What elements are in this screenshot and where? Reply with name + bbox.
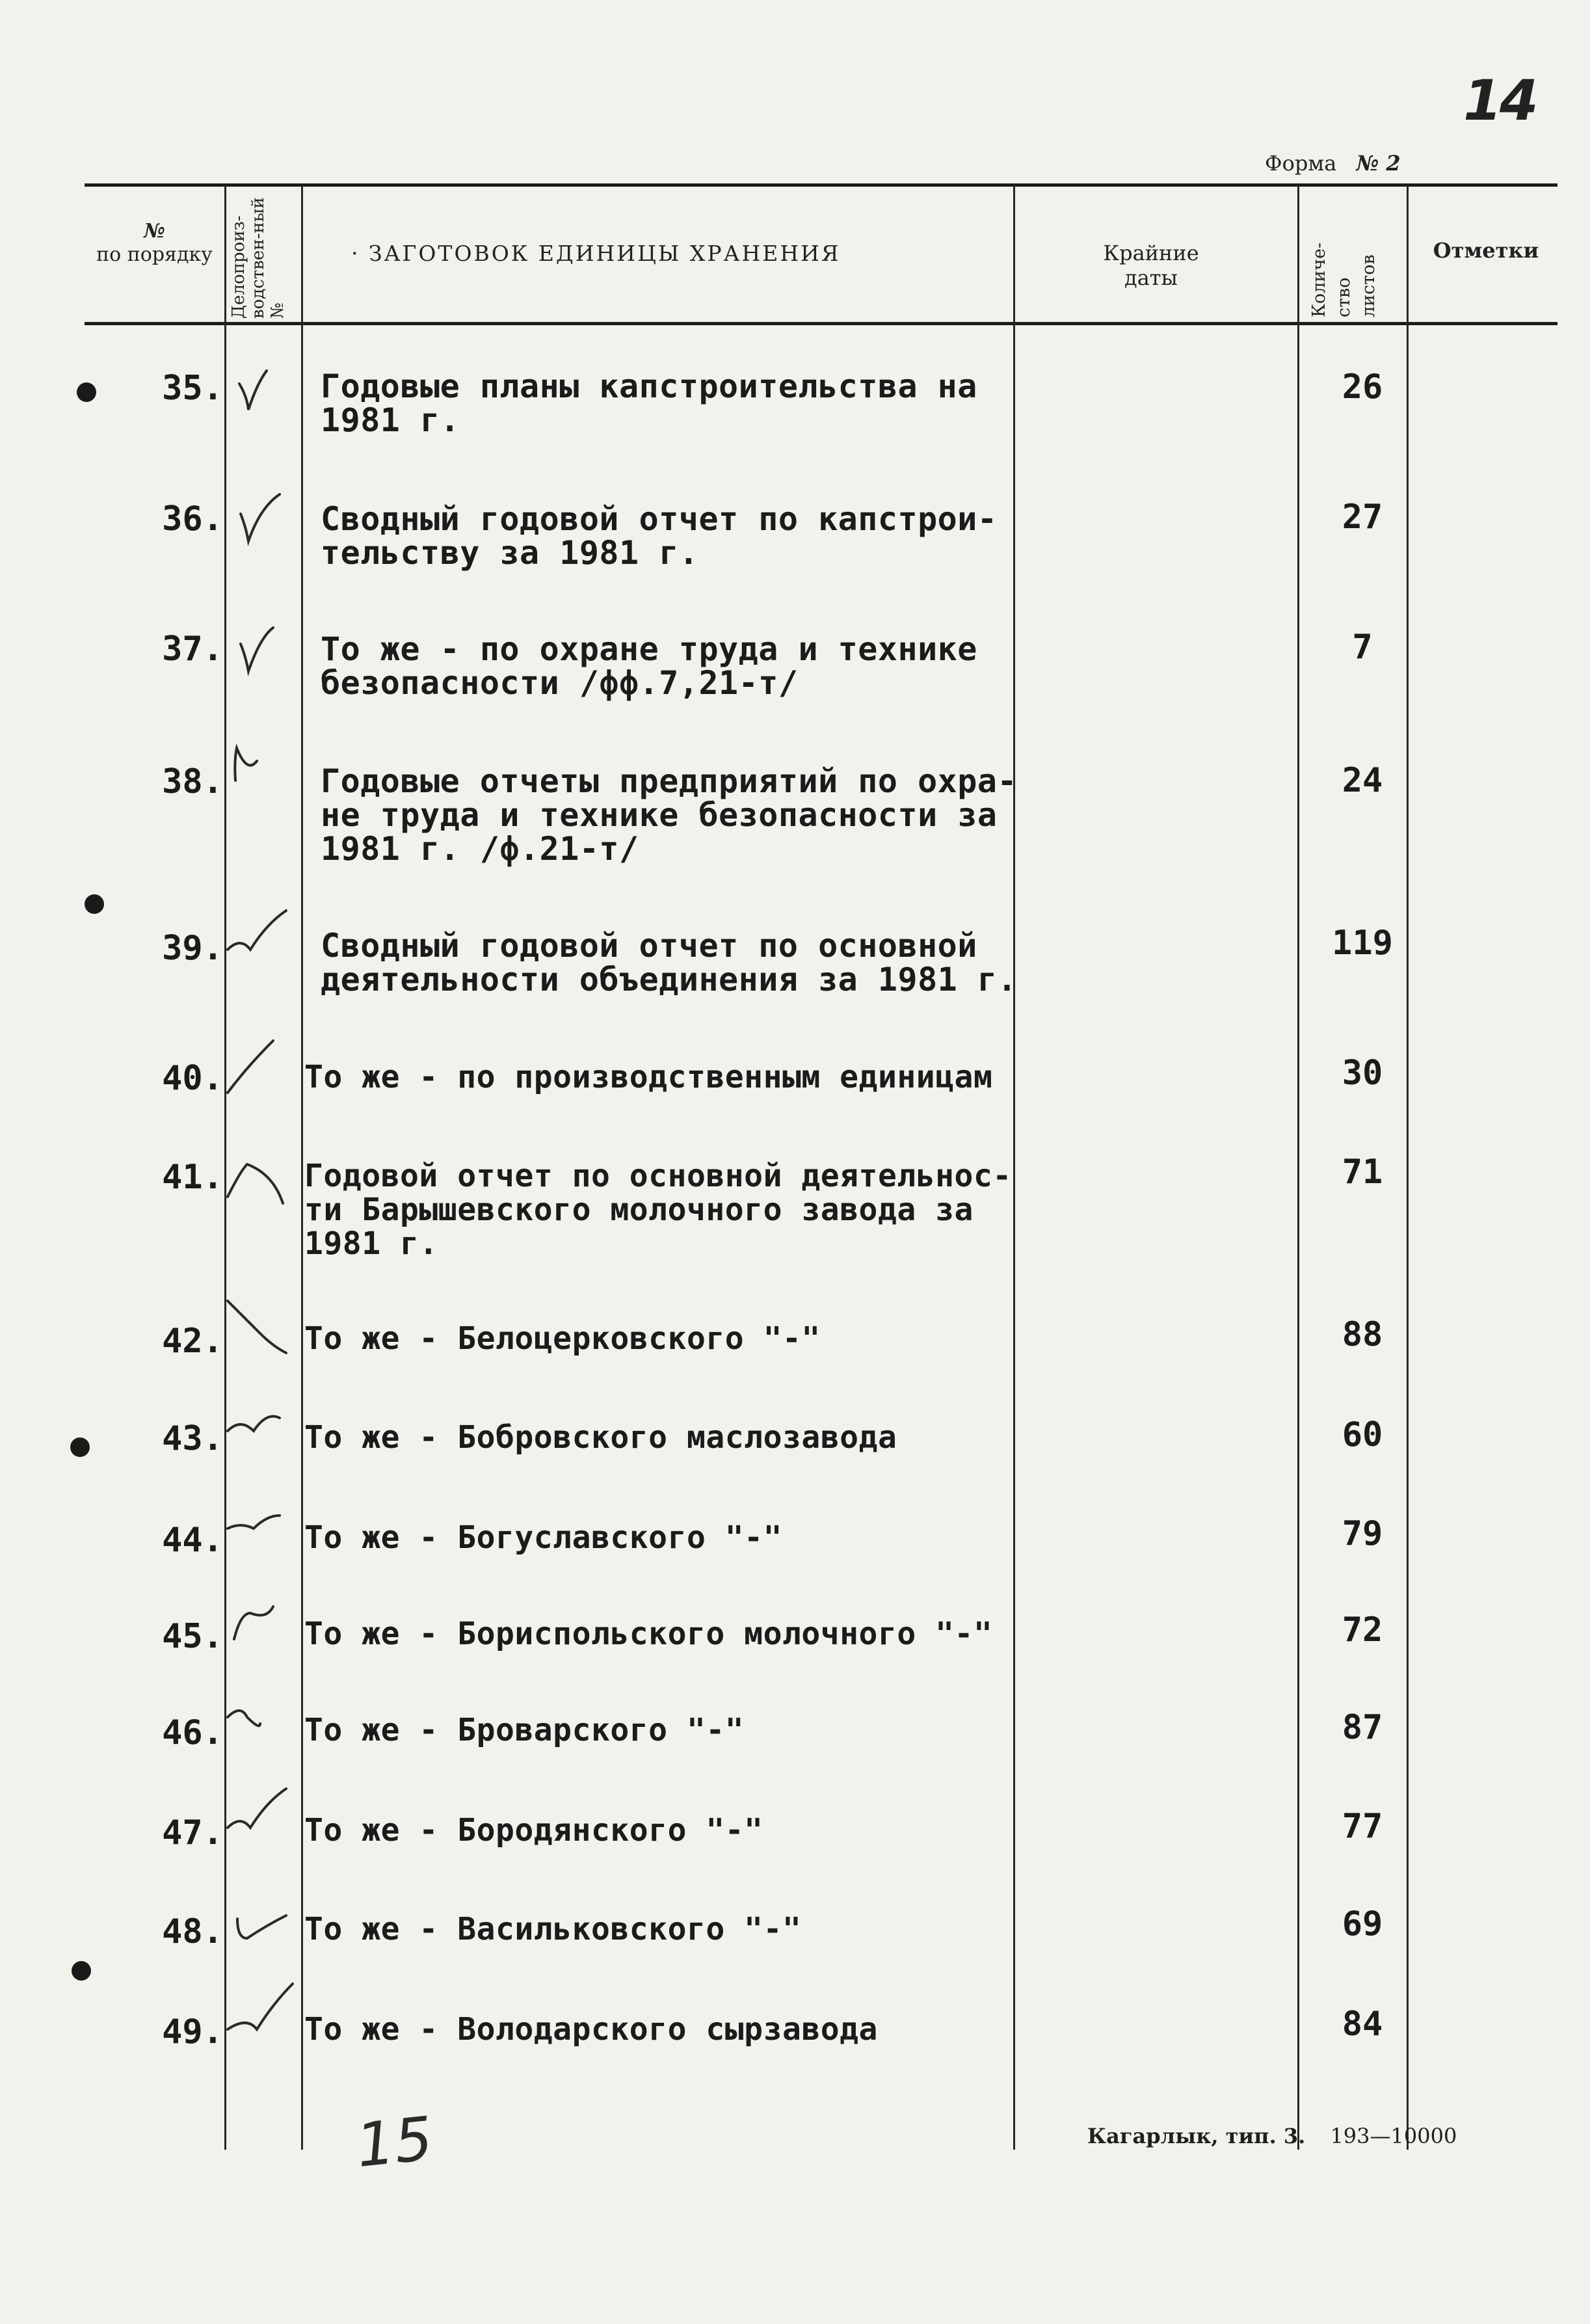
row-number: 37. [162, 630, 223, 669]
handwritten-note: 15 [352, 2104, 436, 2181]
row-number: 44. [162, 1521, 223, 1560]
column-divider-dates [1297, 185, 1299, 2150]
row-title: То же - Васильковского "-" [304, 1911, 802, 1947]
check-mark-icon [235, 748, 257, 781]
checkmarks [221, 364, 325, 2120]
check-mark-icon [228, 1301, 286, 1353]
row-title: Годовой отчет по основной деятельнос- ти Барышевского молочного завода за 1981 г. [304, 1158, 1012, 1262]
row-count: 119 [1332, 924, 1393, 963]
row-count: 88 [1342, 1315, 1383, 1354]
row-number: 48. [162, 1912, 223, 1951]
punch-hole-dot [70, 1437, 90, 1457]
column-divider-title [1013, 185, 1015, 2150]
row-number: 49. [162, 2012, 223, 2051]
row-number: 43. [162, 1419, 223, 1458]
row-count: 24 [1342, 761, 1383, 800]
check-mark-icon [228, 1711, 260, 1726]
row-number: 38. [162, 762, 223, 801]
row-count: 26 [1342, 367, 1383, 407]
check-mark-icon [241, 494, 280, 541]
check-mark-icon [241, 628, 273, 671]
row-number: 39. [162, 929, 223, 968]
header-col-office: Делопроиз-водствен-ный № [229, 197, 287, 319]
row-title: Сводный годовой отчет по капстрои- тельству за 1981 г. [321, 500, 998, 572]
check-mark-icon [239, 371, 267, 410]
row-title: То же - Бориспольского молочного "-" [304, 1616, 993, 1652]
row-count: 72 [1342, 1610, 1383, 1650]
form-number: № 2 [1356, 151, 1401, 176]
row-count: 84 [1342, 2005, 1383, 2044]
row-title: То же - Белоцерковского "-" [304, 1320, 821, 1357]
check-mark-icon [228, 1041, 273, 1093]
row-title: То же - по производственным единицам [304, 1059, 993, 1095]
header-col-dates: Крайние даты [1103, 241, 1199, 290]
row-count: 60 [1342, 1415, 1383, 1454]
row-number: 46. [162, 1713, 223, 1752]
printer-footer [1087, 2124, 1457, 2148]
punch-hole-dot [72, 1961, 91, 1981]
check-mark-icon [228, 1164, 283, 1203]
row-title: То же - Бобровского маслозавода [304, 1419, 897, 1456]
check-mark-icon [228, 1984, 293, 2029]
row-title: То же - Бородянского "-" [304, 1812, 763, 1849]
row-count: 69 [1342, 1904, 1383, 1943]
check-mark-icon [228, 1789, 286, 1828]
check-mark-icon [228, 911, 286, 950]
header-bottom-rule [85, 322, 1557, 325]
header-col-count: Количе-ство листов [1309, 242, 1379, 317]
check-mark-icon [234, 1607, 273, 1639]
row-count: 27 [1342, 498, 1383, 537]
row-count: 30 [1342, 1054, 1383, 1093]
check-mark-icon [228, 1516, 280, 1529]
check-mark-icon [228, 1417, 280, 1432]
row-number: 42. [162, 1322, 223, 1361]
row-number: 47. [162, 1813, 223, 1852]
form-label-text: Форма [1265, 151, 1337, 176]
row-title: То же - Володарского сырзавода [304, 2011, 878, 2048]
row-title: То же - Богуславского "-" [304, 1519, 782, 1556]
print-code: 193—10000 [1330, 2124, 1457, 2148]
header-col-notes: Отметки [1433, 238, 1539, 263]
row-title: То же - Броварского "-" [304, 1712, 745, 1748]
row-count: 79 [1342, 1514, 1383, 1553]
row-number: 40. [162, 1059, 223, 1098]
row-count: 77 [1342, 1807, 1383, 1846]
form-label [1265, 151, 1401, 176]
punch-hole-dot [77, 382, 96, 402]
header-col-no-sign: № [144, 220, 165, 243]
row-title: Сводный годовой отчет по основной деятельности объединения за 1981 г. [321, 927, 1018, 998]
check-mark-icon [237, 1916, 286, 1938]
row-number: 35. [162, 369, 223, 408]
header-col-title: · ЗАГОТОВОК ЕДИНИЦЫ ХРАНЕНИЯ [351, 241, 841, 266]
header-col-no-label: по порядку [96, 243, 213, 266]
row-count: 71 [1342, 1153, 1383, 1192]
row-number: 41. [162, 1158, 223, 1197]
header-top-rule [85, 183, 1557, 187]
row-title: То же - по охране труда и технике безопасности /фф.7,21-т/ [321, 630, 977, 702]
punch-hole-dot [85, 894, 104, 914]
printer-name: Кагарлык, тип. 3. [1087, 2124, 1306, 2148]
page-number: 14 [1463, 68, 1536, 133]
header-col-no [85, 220, 224, 267]
row-count: 7 [1352, 628, 1373, 667]
row-number: 36. [162, 500, 223, 539]
row-title: Годовые планы капстроительства на 1981 г. [321, 367, 977, 439]
row-count: 87 [1342, 1708, 1383, 1747]
row-title: Годовые отчеты предприятий по охра- не труда и технике безопасности за 1981 г. /ф.21-т/ [321, 762, 1018, 868]
row-number: 45. [162, 1617, 223, 1656]
